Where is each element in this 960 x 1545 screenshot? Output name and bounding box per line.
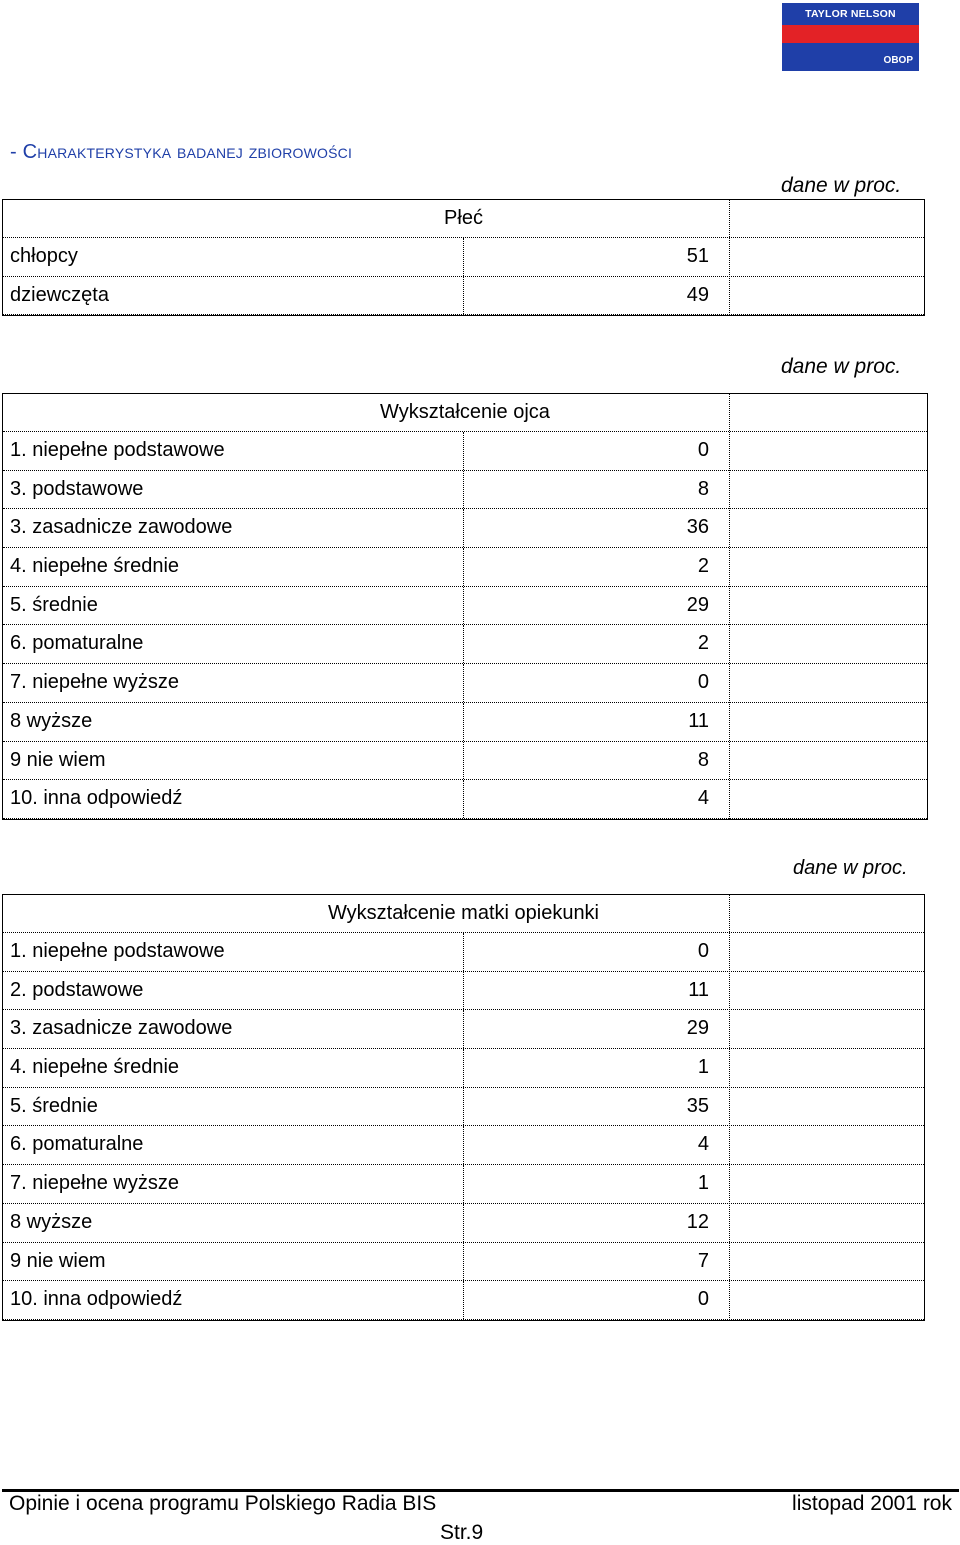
row-value: 51 xyxy=(463,238,709,276)
table-row xyxy=(3,1243,924,1282)
table-row xyxy=(3,933,924,972)
company-logo xyxy=(782,3,919,71)
row-label: 4. niepełne średnie xyxy=(10,1056,180,1079)
row-label: 9 nie wiem xyxy=(10,748,106,771)
table-row xyxy=(3,1126,924,1165)
table-row xyxy=(3,703,927,742)
table-row xyxy=(3,1088,924,1127)
table-title: Płeć xyxy=(3,200,924,238)
table-title: Wykształcenie ojca xyxy=(3,394,927,432)
row-value: 36 xyxy=(463,509,709,547)
row-label: dziewczęta xyxy=(10,283,109,306)
row-label: 7. niepełne wyższe xyxy=(10,1172,179,1195)
footer-date: listopad 2001 rok xyxy=(792,1492,952,1515)
table-row xyxy=(3,509,927,548)
column-divider xyxy=(729,895,730,1320)
row-value: 29 xyxy=(463,1010,709,1048)
table-row xyxy=(3,1049,924,1088)
table-row xyxy=(3,1010,924,1049)
row-value: 4 xyxy=(463,1126,709,1164)
row-label: 7. niepełne wyższe xyxy=(10,671,179,694)
column-divider xyxy=(729,394,730,819)
table-row xyxy=(3,548,927,587)
footer-report-title: Opinie i ocena programu Polskiego Radia BIS xyxy=(9,1492,437,1515)
row-label: 10. inna odpowiedź xyxy=(10,1288,183,1311)
row-label: 8 wyższe xyxy=(10,709,93,732)
row-label: 3. zasadnicze zawodowe xyxy=(10,1017,233,1040)
table-row xyxy=(3,432,927,471)
row-value: 2 xyxy=(463,625,709,663)
table-row xyxy=(3,625,927,664)
row-value: 7 xyxy=(463,1243,709,1281)
table-row xyxy=(3,1281,924,1320)
table-row xyxy=(3,742,927,781)
row-value: 11 xyxy=(463,703,709,741)
table-row xyxy=(3,277,924,316)
unit-label: dane w proc. xyxy=(781,355,902,378)
row-value: 12 xyxy=(463,1204,709,1242)
table-gender xyxy=(2,199,925,316)
logo-red-bar xyxy=(782,25,919,43)
logo-bottom-text: OBOP xyxy=(883,55,913,66)
table-row xyxy=(3,1165,924,1204)
table-row xyxy=(3,1204,924,1243)
column-divider xyxy=(729,200,730,315)
table-row xyxy=(3,238,924,277)
table-father-education xyxy=(2,393,928,820)
row-value: 29 xyxy=(463,587,709,625)
row-value: 11 xyxy=(463,972,709,1010)
row-label: 9 nie wiem xyxy=(10,1249,106,1272)
row-value: 1 xyxy=(463,1165,709,1203)
row-label: 5. średnie xyxy=(10,593,98,616)
row-label: 6. pomaturalne xyxy=(10,1133,144,1156)
row-value: 1 xyxy=(463,1049,709,1087)
row-label: 4. niepełne średnie xyxy=(10,555,180,578)
row-label: 1. niepełne podstawowe xyxy=(10,940,225,962)
unit-label: dane w proc. xyxy=(793,857,908,879)
table-row xyxy=(3,587,927,626)
row-value: 0 xyxy=(463,933,709,971)
logo-top-text: TAYLOR NELSON xyxy=(805,8,896,20)
row-value: 8 xyxy=(463,742,709,780)
table-row xyxy=(3,972,924,1011)
table-row xyxy=(3,471,927,510)
section-title: - Charakterystyka badanej zbiorowości xyxy=(10,141,353,163)
row-label: 1. niepełne podstawowe xyxy=(10,439,225,461)
table-row xyxy=(3,664,927,703)
row-value: 4 xyxy=(463,780,709,818)
row-label: 3. zasadnicze zawodowe xyxy=(10,516,233,539)
table-row xyxy=(3,780,927,819)
row-value: 0 xyxy=(463,1281,709,1319)
row-value: 2 xyxy=(463,548,709,586)
row-value: 0 xyxy=(463,432,709,470)
row-label: 5. średnie xyxy=(10,1094,98,1117)
row-label: 10. inna odpowiedź xyxy=(10,787,183,810)
table-mother-education xyxy=(2,894,925,1321)
unit-label: dane w proc. xyxy=(781,174,902,197)
row-label: 2. podstawowe xyxy=(10,978,144,1001)
row-label: chłopcy xyxy=(10,245,78,267)
page-number: Str.9 xyxy=(440,1521,484,1544)
row-value: 49 xyxy=(463,277,709,315)
row-value: 35 xyxy=(463,1088,709,1126)
row-value: 0 xyxy=(463,664,709,702)
row-label: 6. pomaturalne xyxy=(10,632,144,655)
row-label: 3. podstawowe xyxy=(10,477,144,500)
table-title: Wykształcenie matki opiekunki xyxy=(3,895,924,933)
row-label: 8 wyższe xyxy=(10,1210,93,1233)
row-value: 8 xyxy=(463,471,709,509)
